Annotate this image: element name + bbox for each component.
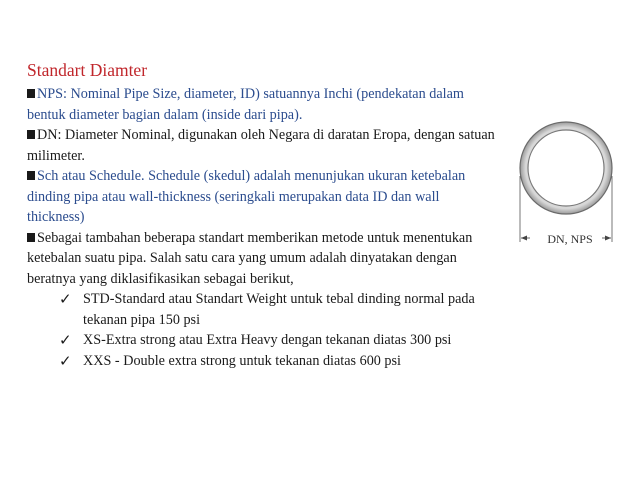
- square-bullet-icon: [27, 89, 35, 98]
- list-item: [59, 289, 495, 330]
- checkmark-icon: ✓: [59, 331, 72, 349]
- list-item-text: XS-Extra strong atau Extra Heavy dengan tekanan diatas 300 psi: [83, 332, 452, 348]
- list-item: [59, 351, 495, 372]
- square-bullet-icon: [27, 171, 35, 180]
- square-bullet-icon: [27, 130, 35, 139]
- checkmark-icon: ✓: [59, 290, 72, 308]
- paragraph-text: Sch atau Schedule. Schedule (skedul) adalah menunjukan ukuran ketebalan dinding pipa atau wall-thickness (seringkali merupakan data ID dan wall thickness): [27, 168, 466, 225]
- paragraph-nps: [27, 84, 495, 125]
- paragraph-text: DN: Diameter Nominal, digunakan oleh Negara di daratan Eropa, dengan satuan milimeter.: [27, 127, 495, 164]
- paragraph-text: Sebagai tambahan beberapa standart memberikan metode untuk menentukan ketebalan suatu pipa. Salah satu cara yang umum adalah dinyatakan dengan beratnya yang diklasifikasikan sebagai berikut,: [27, 229, 473, 287]
- slide-title: Standart Diamter: [27, 60, 148, 80]
- checkmark-icon: ✓: [59, 351, 72, 370]
- square-bullet-icon: [27, 233, 35, 242]
- paragraph-dn: [27, 125, 495, 166]
- pipe-diagram: [510, 118, 622, 268]
- list-item-text: XXS - Double extra strong untuk tekanan diatas 600 psi: [83, 352, 401, 369]
- weight-class-list: [27, 289, 495, 371]
- paragraph-schedule: [27, 166, 495, 228]
- dimension-label: DN, NPS: [547, 232, 593, 246]
- list-item: [59, 330, 495, 351]
- list-item-text: STD-Standard atau Standart Weight untuk tebal dinding normal pada tekanan pipa 150 psi: [83, 291, 475, 328]
- paragraph-weight: [27, 228, 495, 290]
- paragraph-text: NPS: Nominal Pipe Size, diameter, ID) satuannya Inchi (pendekatan dalam bentuk diameter bagian dalam (inside dari pipa).: [27, 86, 464, 123]
- slide-content: [27, 58, 495, 371]
